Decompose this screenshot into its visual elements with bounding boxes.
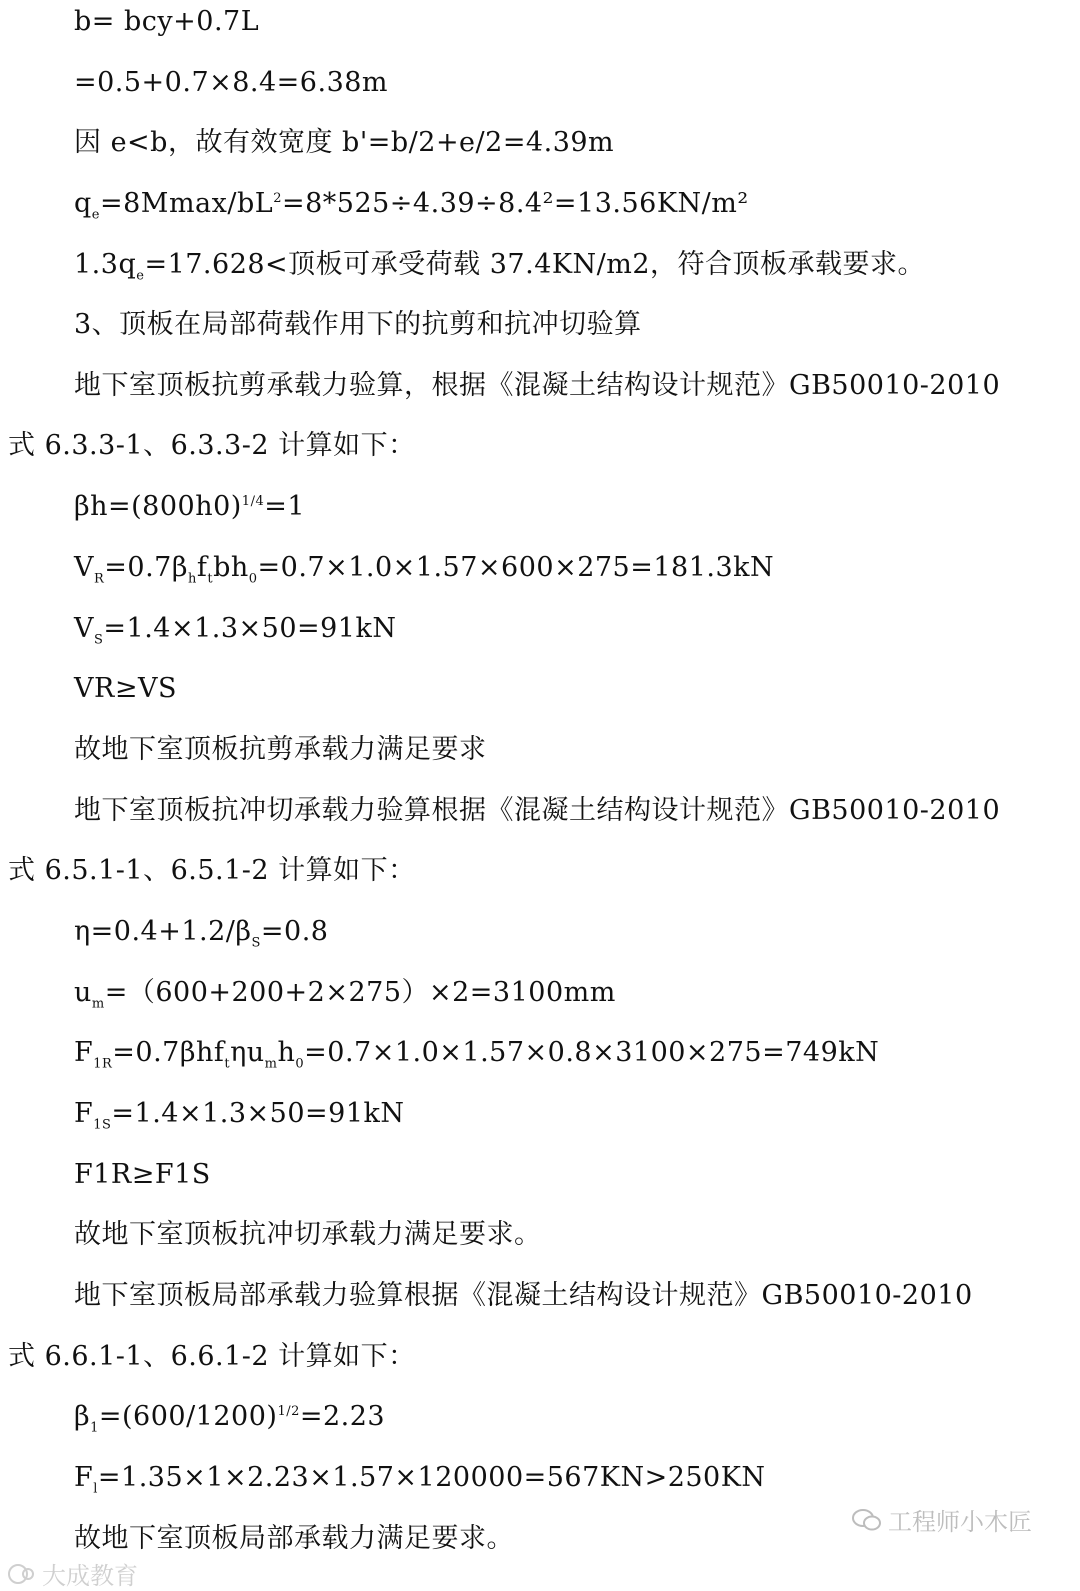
formula-line: $\beta_1=(600/1200)^{1/2}=2.23$ (74, 1401, 386, 1436)
logo-icon (6, 1562, 36, 1586)
paragraph-line: 故地下室顶板抗冲切承载力满足要求。 (74, 1219, 542, 1250)
paragraph-line: 地下室顶板局部承载力验算根据《混凝土结构设计规范》GB50010-2010 (74, 1280, 973, 1311)
formula-line: $V_R=0.7\beta_hf_tbh_0=0.7\times 1.0\times 1.57\times 600\times 275=181.3kN$ (74, 552, 775, 587)
wechat-icon (852, 1508, 882, 1532)
paragraph-line: 式 6.3.3-1、6.3.3-2 计算如下： (8, 430, 416, 461)
section-heading: 3、顶板在局部荷载作用下的抗剪和抗冲切验算 (74, 309, 642, 340)
paragraph-line: 地下室顶板抗剪承载力验算，根据《混凝土结构设计规范》GB50010-2010 (74, 370, 1001, 401)
formula-line: $1.3q_e=17.628<$顶板可承受荷载 37.4KN/m2，符合顶板承载要求。 (74, 249, 926, 284)
formula-line: $\eta=0.4+1.2/\beta_S=0.8$ (74, 916, 329, 951)
formula-line: 因 e<b，故有效宽度 b'=b/2+e/2=4.39m (74, 127, 615, 158)
formula-line: $\beta h=(800h0)^{1/4}=1$ (74, 491, 306, 522)
paragraph-line: 故地下室顶板局部承载力满足要求。 (74, 1523, 514, 1554)
formula-line: =0.5+0.7×8.4=6.38m (74, 67, 389, 98)
paragraph-line: 故地下室顶板抗剪承载力满足要求 (74, 734, 487, 765)
formula-line: $F_{1R}=0.7\beta hf_t\eta u_mh_0=0.7\times 1.0\times 1.57\times 0.8\times 3100\times 275=749kN$ (74, 1037, 880, 1072)
watermark-wechat: 工程师小木匠 (852, 1502, 1032, 1537)
paragraph-line: 式 6.5.1-1、6.5.1-2 计算如下： (8, 855, 416, 886)
formula-line: b= bcy+0.7L (74, 6, 260, 37)
paragraph-line: 地下室顶板抗冲切承载力验算根据《混凝土结构设计规范》GB50010-2010 (74, 795, 1001, 826)
formula-line: F1R≥F1S (74, 1159, 211, 1190)
watermark-source: 大成教育 (6, 1556, 138, 1591)
formula-line: $u_m=(600+200+2\times 275)\times 2=3100mm$ (74, 977, 616, 1012)
formula-line: $q_e=8Mmax/bL^2=8*525\div 4.39\div 8.4^2=13.56KN/m^2$ (74, 188, 749, 223)
formula-line: $F_l=1.35\times 1\times 2.23\times 1.57\times 120000=567KN>250KN$ (74, 1462, 766, 1497)
formula-line: $V_S=1.4\times 1.3\times 50=91kN$ (74, 613, 397, 648)
paragraph-line: 式 6.6.1-1、6.6.1-2 计算如下： (8, 1341, 416, 1372)
formula-line: VR≥VS (74, 673, 177, 704)
formula-line: $F_{1S}=1.4\times 1.3\times 50=91kN$ (74, 1098, 405, 1133)
